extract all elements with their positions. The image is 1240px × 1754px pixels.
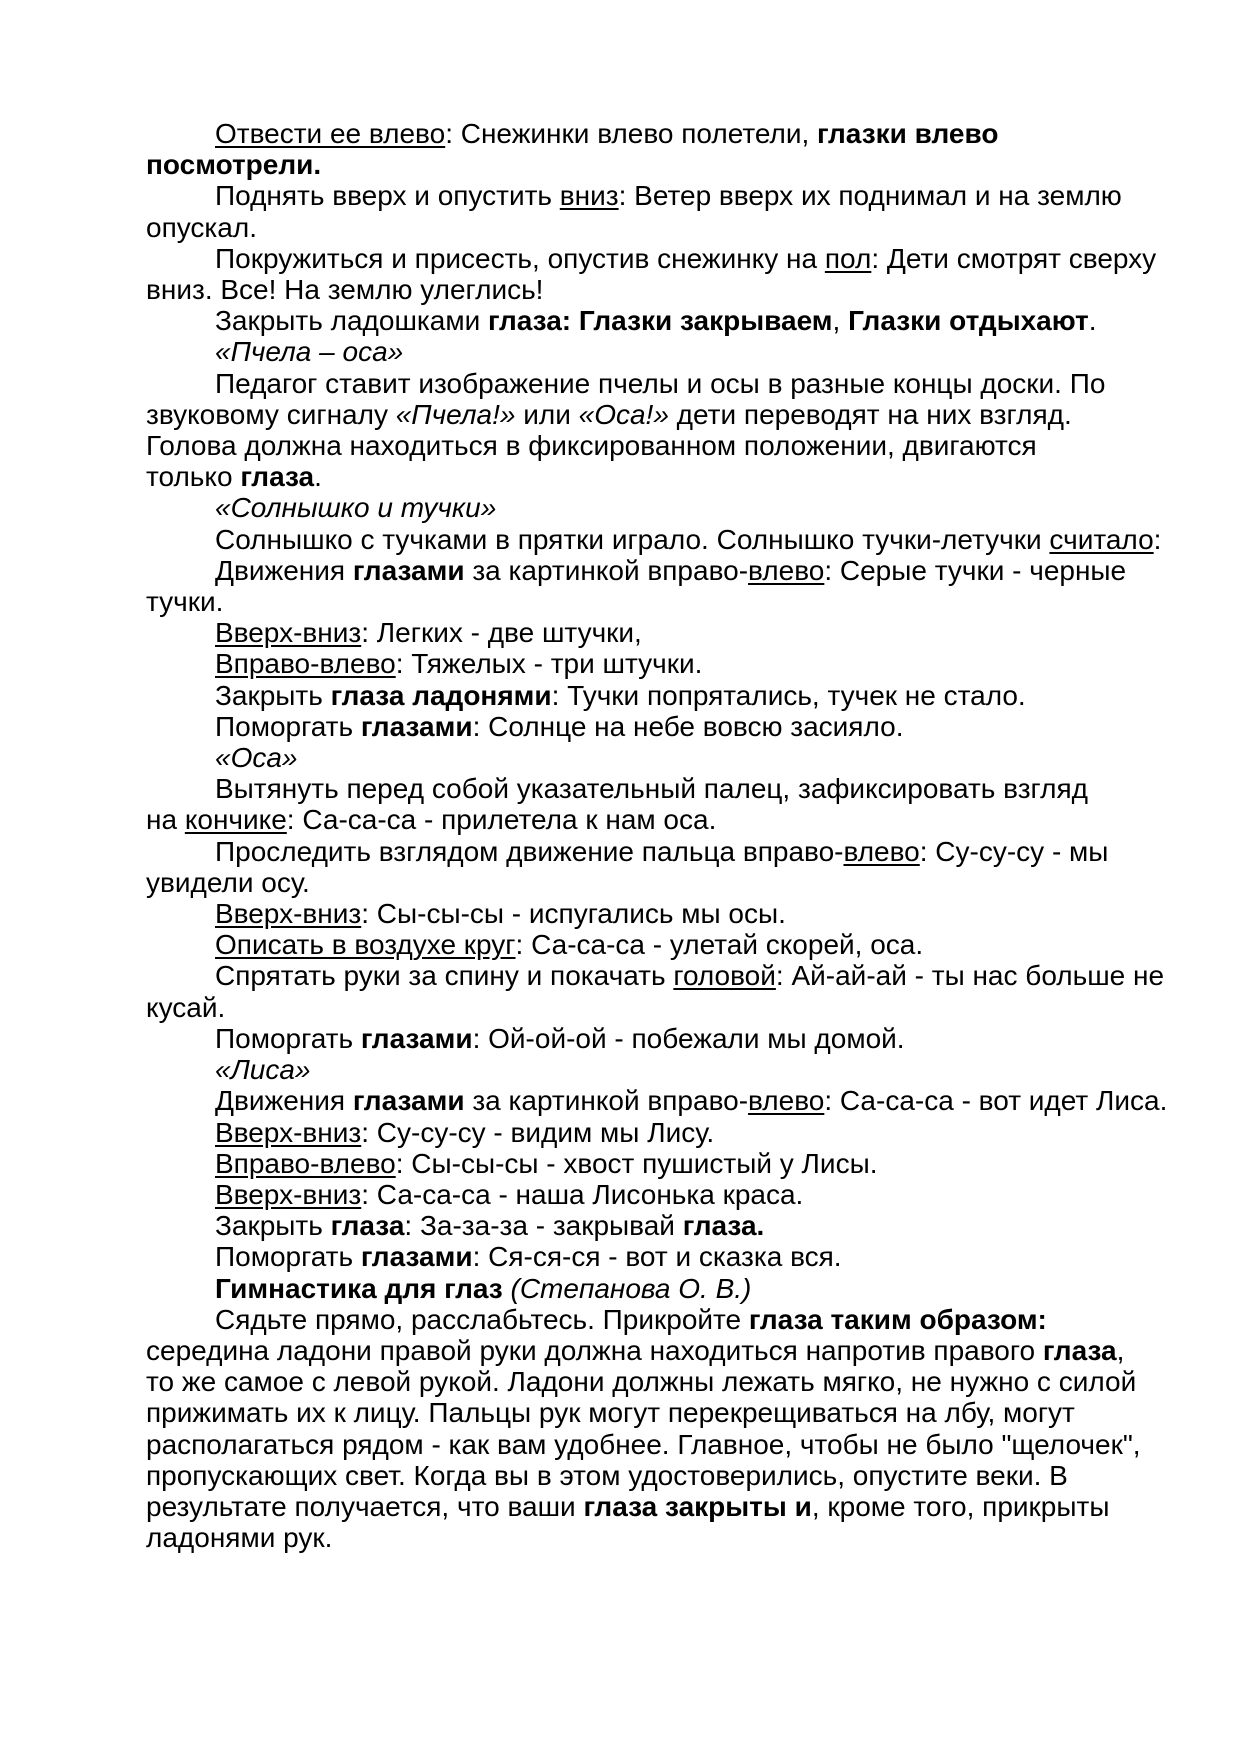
text-line: [146, 1117, 1186, 1148]
text-run: Поморгать: [215, 1241, 361, 1273]
text-line: [146, 1273, 1186, 1304]
text-line: [146, 1491, 1186, 1522]
text-line: [146, 586, 1186, 617]
text-run: Отвести ее влево: [215, 118, 446, 149]
text-run: середина ладони правой руки должна находиться напротив правого: [146, 1334, 1043, 1366]
text-line: [146, 898, 1186, 929]
text-run: глаза таким образом:: [748, 1303, 1047, 1335]
text-run: вниз. Все! На землю улеглись!: [146, 274, 544, 306]
text-run: Вверх-вниз: [215, 1116, 362, 1148]
text-run: Солнышко с тучками в прятки играло. Солнышко тучки-летучки: [215, 523, 1050, 555]
text-run: Поморгать: [215, 710, 361, 742]
text-run: Закрыть: [215, 679, 331, 711]
text-run: пропускающих свет. Когда вы в этом удостоверились, опустите веки. В: [146, 1459, 1068, 1491]
text-run: : Су-су-су - видим мы Лису.: [361, 1116, 715, 1148]
text-run: глаза закрыты и: [583, 1490, 812, 1522]
text-line: [146, 492, 1186, 523]
text-line: [146, 118, 1186, 149]
text-run: влево: [843, 835, 920, 867]
text-run: : Дети смотрят сверху: [871, 242, 1157, 274]
text-run: глазки влево: [817, 118, 999, 149]
text-run: Вправо-влево: [215, 1147, 396, 1179]
text-run: глаза: Глазки закрываем: [488, 305, 833, 337]
text-run: «Оса»: [215, 742, 298, 774]
text-run: .: [1088, 305, 1097, 337]
text-line: [146, 180, 1186, 211]
text-line: [146, 1210, 1186, 1241]
text-run: Сядьте прямо, расслабьтесь. Прикройте: [215, 1303, 749, 1335]
text-run: .: [314, 461, 322, 493]
text-run: : Легких - две штучки,: [361, 617, 642, 649]
text-run: Вправо-влево: [215, 648, 396, 680]
text-line: [146, 773, 1186, 804]
text-run: Закрыть: [215, 1210, 331, 1242]
text-run: , кроме того, прикрыты: [811, 1490, 1110, 1522]
text-line: [146, 461, 1186, 492]
text-line: [146, 1397, 1186, 1428]
text-run: : Тяжелых - три штучки.: [395, 648, 703, 680]
text-run: глазами: [352, 1085, 465, 1117]
text-run: влево: [748, 1085, 825, 1117]
text-line: [146, 1179, 1186, 1210]
text-run: : Сы-сы-сы - хвост пушистый у Лисы.: [395, 1147, 878, 1179]
text-run: Проследить взглядом движение пальца вправо-: [215, 835, 844, 867]
text-run: : Серые тучки - черные: [824, 554, 1127, 586]
text-run: «Лиса»: [215, 1054, 311, 1086]
text-run: Движения: [215, 1085, 353, 1117]
text-run: тучки.: [146, 586, 224, 618]
text-line: [146, 243, 1186, 274]
text-run: Вверх-вниз: [215, 898, 362, 930]
text-run: «Солнышко и тучки»: [215, 492, 497, 524]
text-run: за картинкой вправо-: [464, 554, 749, 586]
text-line: [146, 960, 1186, 991]
text-run: :: [1153, 523, 1162, 555]
text-line: [146, 992, 1186, 1023]
text-run: кончике: [184, 804, 287, 836]
text-run: глаза: [330, 1210, 405, 1242]
text-run: глаза.: [682, 1210, 765, 1242]
text-run: : Са-са-са - улетай скорей, оса.: [515, 929, 924, 961]
text-run: Вверх-вниз: [215, 617, 362, 649]
text-run: ,: [832, 305, 849, 337]
text-run: то же самое с левой рукой. Ладони должны лежать мягко, не нужно с силой: [146, 1366, 1137, 1398]
text-line: [146, 617, 1186, 648]
text-run: : За-за-за - закрывай: [404, 1210, 683, 1242]
text-line: [146, 1522, 1186, 1553]
text-run: дети переводят на них взгляд.: [668, 398, 1072, 430]
text-line: [146, 1429, 1186, 1460]
text-line: [146, 368, 1186, 399]
text-line: [146, 430, 1186, 461]
text-run: глазами: [360, 1241, 473, 1273]
text-run: : Са-са-са - наша Лисонька краса.: [361, 1178, 804, 1210]
text-run: результате получается, что ваши: [146, 1490, 584, 1522]
text-run: Вверх-вниз: [215, 1178, 362, 1210]
text-line: [146, 1460, 1186, 1491]
text-run: глаза ладонями: [330, 679, 552, 711]
text-run: Закрыть ладошками: [215, 305, 489, 337]
text-run: [503, 1273, 511, 1304]
text-run: Глазки отдыхают: [848, 305, 1089, 337]
text-run: Покружиться и присесть, опустив снежинку на: [215, 242, 825, 274]
text-run: : Ай-ай-ай - ты нас больше не: [775, 960, 1165, 992]
text-run: головой: [673, 960, 776, 992]
text-line: [146, 1054, 1186, 1085]
text-run: : Снежинки влево полетели,: [445, 118, 818, 149]
text-run: глазами: [352, 554, 465, 586]
text-run: за картинкой вправо-: [464, 1085, 749, 1117]
text-run: кусай.: [146, 991, 226, 1023]
text-run: только: [146, 461, 241, 493]
text-line: [146, 555, 1186, 586]
text-run: : Са-са-са - прилетела к нам оса.: [286, 804, 717, 836]
text-line: [146, 1023, 1186, 1054]
text-run: Вытянуть перед собой указательный палец, зафиксировать взгляд: [215, 773, 1088, 805]
text-run: «Оса!»: [578, 398, 669, 430]
text-run: глаза: [1042, 1334, 1117, 1366]
text-line: [146, 742, 1186, 773]
text-run: : Ветер вверх их поднимал и на землю: [618, 180, 1122, 212]
text-line: [146, 804, 1186, 835]
text-line: [146, 524, 1186, 555]
text-run: Педагог ставит изображение пчелы и осы в разные концы доски. По: [215, 367, 1106, 399]
text-line: [146, 836, 1186, 867]
text-line: [146, 212, 1186, 243]
text-line: [146, 711, 1186, 742]
text-run: Поморгать: [215, 1022, 361, 1054]
text-run: «Пчела!»: [395, 398, 516, 430]
text-line: [146, 274, 1186, 305]
text-run: Голова должна находиться в фиксированном положении, двигаются: [146, 430, 1037, 462]
text-run: располагаться рядом - как вам удобнее. Главное, чтобы не было "щелочек",: [146, 1428, 1141, 1460]
text-run: : Тучки попрятались, тучек не стало.: [551, 679, 1026, 711]
text-line: [146, 1335, 1186, 1366]
text-line: [146, 1148, 1186, 1179]
document-body: [146, 118, 1186, 1553]
text-line: [146, 149, 1186, 180]
text-run: на: [146, 804, 185, 836]
text-run: Гимнастика для глаз: [215, 1272, 503, 1304]
text-line: [146, 336, 1186, 367]
text-run: Описать в воздухе круг: [215, 929, 516, 961]
text-run: считало: [1049, 523, 1154, 555]
text-line: [146, 1366, 1186, 1397]
text-line: [146, 305, 1186, 336]
text-run: увидели осу.: [146, 866, 310, 898]
text-run: посмотрели.: [146, 149, 322, 181]
text-run: прижимать их к лицу. Пальцы рук могут перекрещиваться на лбу, могут: [146, 1397, 1075, 1429]
text-run: : Са-са-са - вот идет Лиса.: [824, 1085, 1168, 1117]
text-run: «Пчела – оса»: [215, 336, 404, 368]
text-run: пол: [824, 242, 872, 274]
text-run: Движения: [215, 554, 353, 586]
text-run: глазами: [360, 710, 473, 742]
text-line: [146, 1241, 1186, 1272]
text-run: ,: [1116, 1334, 1125, 1366]
text-line: [146, 867, 1186, 898]
text-run: (Степанова О. В.): [510, 1272, 752, 1304]
text-line: [146, 399, 1186, 430]
text-run: : Су-су-су - мы: [919, 835, 1109, 867]
text-run: опускал.: [146, 211, 257, 243]
text-run: Поднять вверх и опустить: [215, 180, 560, 212]
text-run: : Ой-ой-ой - побежали мы домой.: [472, 1022, 905, 1054]
text-run: вниз: [559, 180, 619, 212]
text-run: : Солнце на небе вовсю засияло.: [472, 710, 904, 742]
text-run: Спрятать руки за спину и покачать: [215, 960, 674, 992]
text-run: глаза: [240, 461, 315, 493]
text-run: звуковому сигналу: [146, 398, 396, 430]
text-run: влево: [748, 554, 825, 586]
text-run: глазами: [360, 1022, 473, 1054]
text-line: [146, 1085, 1186, 1116]
text-run: или: [515, 398, 579, 430]
text-line: [146, 680, 1186, 711]
text-line: [146, 1304, 1186, 1335]
text-line: [146, 929, 1186, 960]
text-run: : Ся-ся-ся - вот и сказка вся.: [472, 1241, 842, 1273]
text-run: ладонями рук.: [146, 1522, 333, 1554]
text-run: : Сы-сы-сы - испугались мы осы.: [361, 898, 786, 930]
text-line: [146, 648, 1186, 679]
